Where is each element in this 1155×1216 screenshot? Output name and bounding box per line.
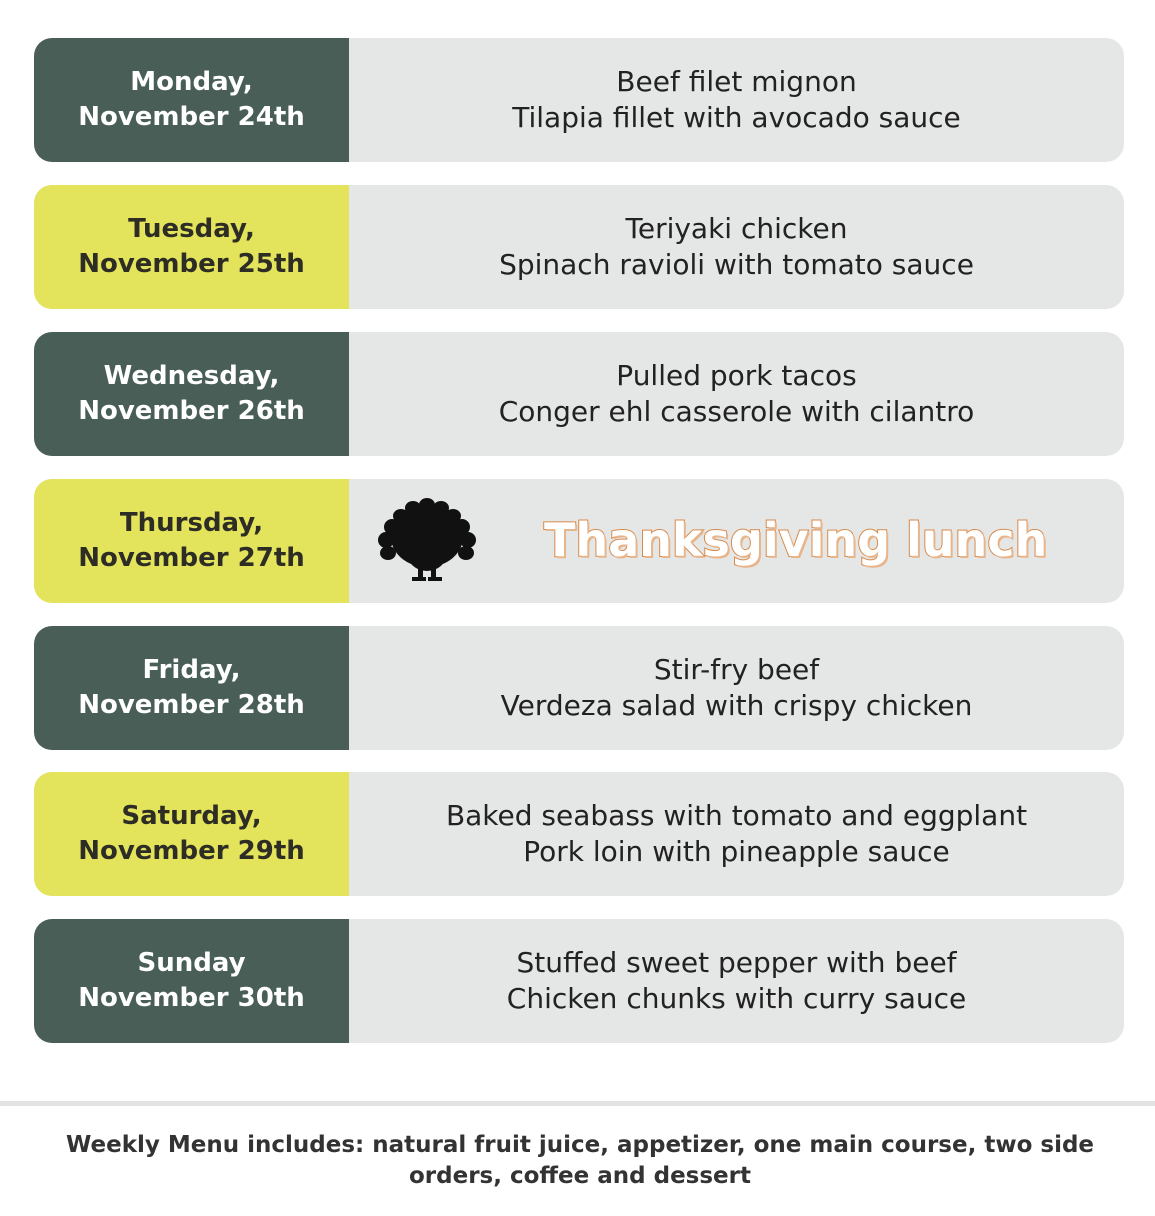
menu-row-saturday	[34, 772, 1124, 896]
day-date: November 29th	[78, 836, 305, 866]
day-label	[34, 626, 349, 750]
footer-divider	[0, 1101, 1155, 1106]
dish-2: Verdeza salad with crispy chicken	[500, 689, 973, 722]
day-date: November 30th	[78, 983, 305, 1013]
menu-row-monday	[34, 38, 1124, 162]
dish-2: Pork loin with pineapple sauce	[523, 835, 950, 868]
dish-2: Chicken chunks with curry sauce	[506, 982, 967, 1015]
day-name: Tuesday,	[128, 214, 255, 244]
day-date: November 24th	[78, 102, 305, 132]
dish-2: Conger ehl casserole with cilantro	[498, 395, 975, 428]
turkey-icon	[375, 495, 479, 585]
menu-dishes	[349, 185, 1124, 309]
footer-note: Weekly Menu includes: natural fruit juice, appetizer, one main course, two side orders, coffee and dessert	[65, 1132, 1095, 1189]
day-label	[34, 479, 349, 603]
day-label	[34, 185, 349, 309]
menu-dishes	[349, 772, 1124, 896]
dish-2: Tilapia fillet with avocado sauce	[512, 101, 961, 134]
menu-dishes	[349, 332, 1124, 456]
menu-dishes	[349, 38, 1124, 162]
dish-1: Baked seabass with tomato and eggplant	[445, 799, 1028, 832]
menu-row-tuesday	[34, 185, 1124, 309]
menu-row-sunday	[34, 919, 1124, 1043]
menu-row-friday	[34, 626, 1124, 750]
menu-dishes	[349, 626, 1124, 750]
day-name: Sunday	[137, 948, 246, 978]
menu-row-thursday	[34, 479, 1124, 603]
day-name: Thursday,	[119, 508, 264, 538]
day-name: Wednesday,	[103, 361, 280, 391]
day-label	[34, 38, 349, 162]
day-name: Monday,	[130, 67, 253, 97]
day-label	[34, 772, 349, 896]
dish-1: Stir-fry beef	[653, 653, 820, 686]
holiday-title: Thanksgiving lunch	[544, 513, 1048, 567]
day-label	[34, 332, 349, 456]
dish-1: Pulled pork tacos	[616, 359, 857, 392]
menu-row-wednesday	[34, 332, 1124, 456]
day-date: November 28th	[78, 690, 305, 720]
dish-2: Spinach ravioli with tomato sauce	[499, 248, 974, 281]
day-date: November 27th	[78, 543, 305, 573]
dish-1: Beef filet mignon	[616, 65, 857, 98]
day-date: November 25th	[78, 249, 305, 279]
day-label	[34, 919, 349, 1043]
day-name: Saturday,	[121, 801, 262, 831]
day-name: Friday,	[142, 655, 241, 685]
dish-1: Teriyaki chicken	[625, 212, 848, 245]
menu-dishes	[349, 919, 1124, 1043]
holiday-cell	[349, 479, 1124, 603]
day-date: November 26th	[78, 396, 305, 426]
dish-1: Stuffed sweet pepper with beef	[516, 946, 957, 979]
